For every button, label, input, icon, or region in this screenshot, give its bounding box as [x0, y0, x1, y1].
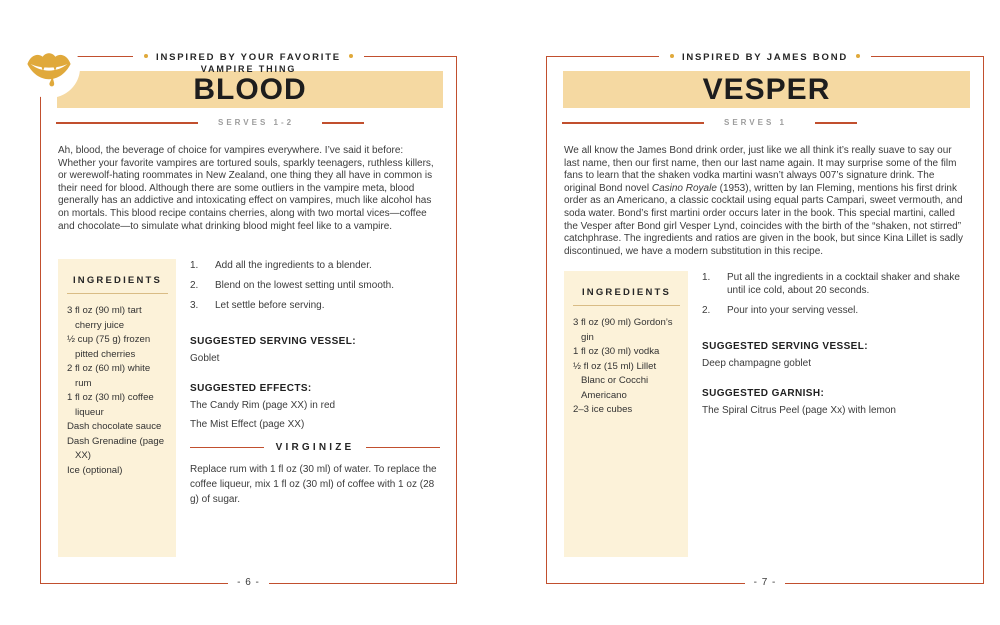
ingredient-item: 3 fl oz (90 ml) Gordon’s gin [573, 317, 673, 343]
ingredient-item: 1 fl oz (30 ml) vodka [573, 346, 660, 358]
direction-step [702, 304, 967, 317]
ingredient-item: 3 fl oz (90 ml) tart cherry juice [67, 305, 142, 331]
gold-dot-icon [144, 54, 148, 58]
rule-line [190, 447, 264, 449]
title-banner [563, 71, 970, 108]
ingredients-list [573, 316, 680, 418]
step-text: Add all the ingredients to a blender. [215, 260, 372, 272]
directions-column [702, 271, 967, 557]
ingredients-panel [564, 271, 688, 557]
serves-row [56, 117, 456, 128]
step-number: 2. [190, 280, 199, 292]
rule-line [815, 122, 857, 124]
step-number: 1. [190, 260, 199, 272]
ingredient-item: ½ fl oz (15 ml) Lillet Blanc or Cocchi Americano [573, 360, 657, 401]
step-text: Blend on the lowest setting until smooth. [215, 280, 394, 292]
ingredients-heading: INGREDIENTS [67, 275, 168, 294]
ingredient-item: 2 fl oz (60 ml) white rum [67, 363, 151, 389]
section-line: The Candy Rim (page XX) in red [190, 400, 336, 412]
rule-line [56, 122, 198, 124]
direction-step [702, 271, 967, 297]
step-text: Put all the ingredients in a cocktail shaker and shake until ice cold, about 20 seconds. [727, 272, 960, 297]
intro-segment: (1953), written by Ian Fleming, mentions his first drink order as an Americano, a classic cocktail using equal parts Campari, sweet vermouth, and soda water. Bond’s first martini order occurs later in the book. This special martini, called the Vesper after Bond girl Vesper Lynd, coincides with the birth of the “shaken, not stirred” catchphrase. The ingredients and ratios are given in the book, but since Kina Lillet is sadly discontinued, we have a modern substitution in this recipe. [564, 182, 963, 257]
virginize-section [190, 442, 440, 557]
title-banner [57, 71, 443, 108]
suggestion-sections [190, 319, 440, 432]
recipe-title: BLOOD [193, 72, 307, 106]
eyebrow-label [133, 52, 364, 63]
intro-segment: We all know the James Bond drink order, just like we all think it’s really suave to say our last name, then our first name, then our last name again. It may surprise some of the film fans to learn that the shaken vodka martini wasn’t always 007’s signature drink. The original Bond novel [564, 145, 957, 194]
section-line: The Mist Effect (page XX) [190, 419, 305, 431]
virginize-heading: VIRGINIZE [275, 442, 355, 453]
serves-row [562, 117, 983, 128]
ingredient-item: Dash chocolate sauce [67, 421, 162, 433]
recipe-body [564, 271, 967, 557]
virginize-text: Replace rum with 1 fl oz (30 ml) of water. To replace the coffee liqueur, mix 1 fl oz (30 ml) of coffee with 1 oz (28 g) of sugar. [190, 464, 437, 505]
suggestion-sections [702, 324, 967, 418]
steps-list [702, 271, 967, 324]
rule-line [322, 122, 364, 124]
page-number: - 6 - [41, 572, 456, 590]
ingredient-item: 1 fl oz (30 ml) coffee liqueur [67, 392, 154, 418]
eyebrow-text-line2: VAMPIRE THING [200, 64, 297, 74]
eyebrow-label [659, 52, 871, 63]
rule-line [366, 447, 440, 449]
serves-label: SERVES 1 [724, 118, 787, 127]
direction-step [190, 279, 440, 292]
intro-italic-segment: Casino Royale [651, 182, 717, 194]
direction-step [190, 299, 440, 312]
intro-segment: Ah, blood, the beverage of choice for vampires everywhere. I’ve said it before: Whether your favorite vampires are tortured souls, sparkly teenagers, ruthless killers, or werewolf-hating roommates in New Zealand, one thing they all have in common is their need for blood. Although there are some outliers in the vampire meta, blood generally has an addictive and intoxicating effect on vampires, much like alcohol has on mortals. This blood recipe contains cherries, along with two mortal vices—coffee and chocolate—to simulate what drinking blood might feel like to a vampire. [58, 145, 434, 232]
gold-dot-icon [670, 54, 674, 58]
ingredients-heading: INGREDIENTS [573, 287, 680, 306]
section-line: Goblet [190, 353, 220, 365]
page-eyebrow [41, 50, 456, 75]
section-line: The Spiral Citrus Peel (page Xx) with lemon [702, 405, 896, 417]
ingredient-item: 2–3 ice cubes [573, 404, 633, 416]
recipe-page-vesper [546, 52, 984, 588]
gold-dot-icon [349, 54, 353, 58]
eyebrow-text: INSPIRED BY JAMES BOND [681, 52, 849, 63]
ingredients-list [67, 304, 168, 478]
step-number: 2. [702, 305, 711, 317]
section-heading: SUGGESTED SERVING VESSEL: [190, 336, 356, 348]
steps-list [190, 259, 440, 319]
ingredient-item: Ice (optional) [67, 464, 123, 476]
page-number: - 7 - [547, 572, 983, 590]
serves-label: SERVES 1-2 [218, 118, 295, 127]
step-text: Let settle before serving. [215, 300, 325, 312]
eyebrow-text: INSPIRED BY YOUR FAVORITE [156, 52, 341, 63]
recipe-page-blood [40, 52, 457, 588]
ingredient-item: Dash Grenadine (page XX) [67, 435, 165, 462]
ingredients-panel [58, 259, 176, 557]
recipe-body [58, 259, 440, 557]
directions-column [190, 259, 440, 557]
page-eyebrow [547, 50, 983, 63]
section-heading: SUGGESTED EFFECTS: [190, 383, 312, 395]
step-number: 1. [702, 272, 711, 284]
virginize-heading-row [190, 442, 440, 453]
direction-step [190, 259, 440, 272]
section-line: Deep champagne goblet [702, 358, 811, 370]
rule-line [562, 122, 704, 124]
ingredient-item: ½ cup (75 g) frozen pitted cherries [67, 334, 151, 360]
intro-paragraph [564, 145, 968, 258]
section-heading: SUGGESTED SERVING VESSEL: [702, 341, 868, 353]
recipe-title: VESPER [702, 72, 831, 106]
gold-dot-icon [856, 54, 860, 58]
step-text: Pour into your serving vessel. [727, 305, 859, 317]
step-number: 3. [190, 300, 199, 312]
intro-paragraph [58, 145, 441, 233]
section-heading: SUGGESTED GARNISH: [702, 388, 825, 400]
